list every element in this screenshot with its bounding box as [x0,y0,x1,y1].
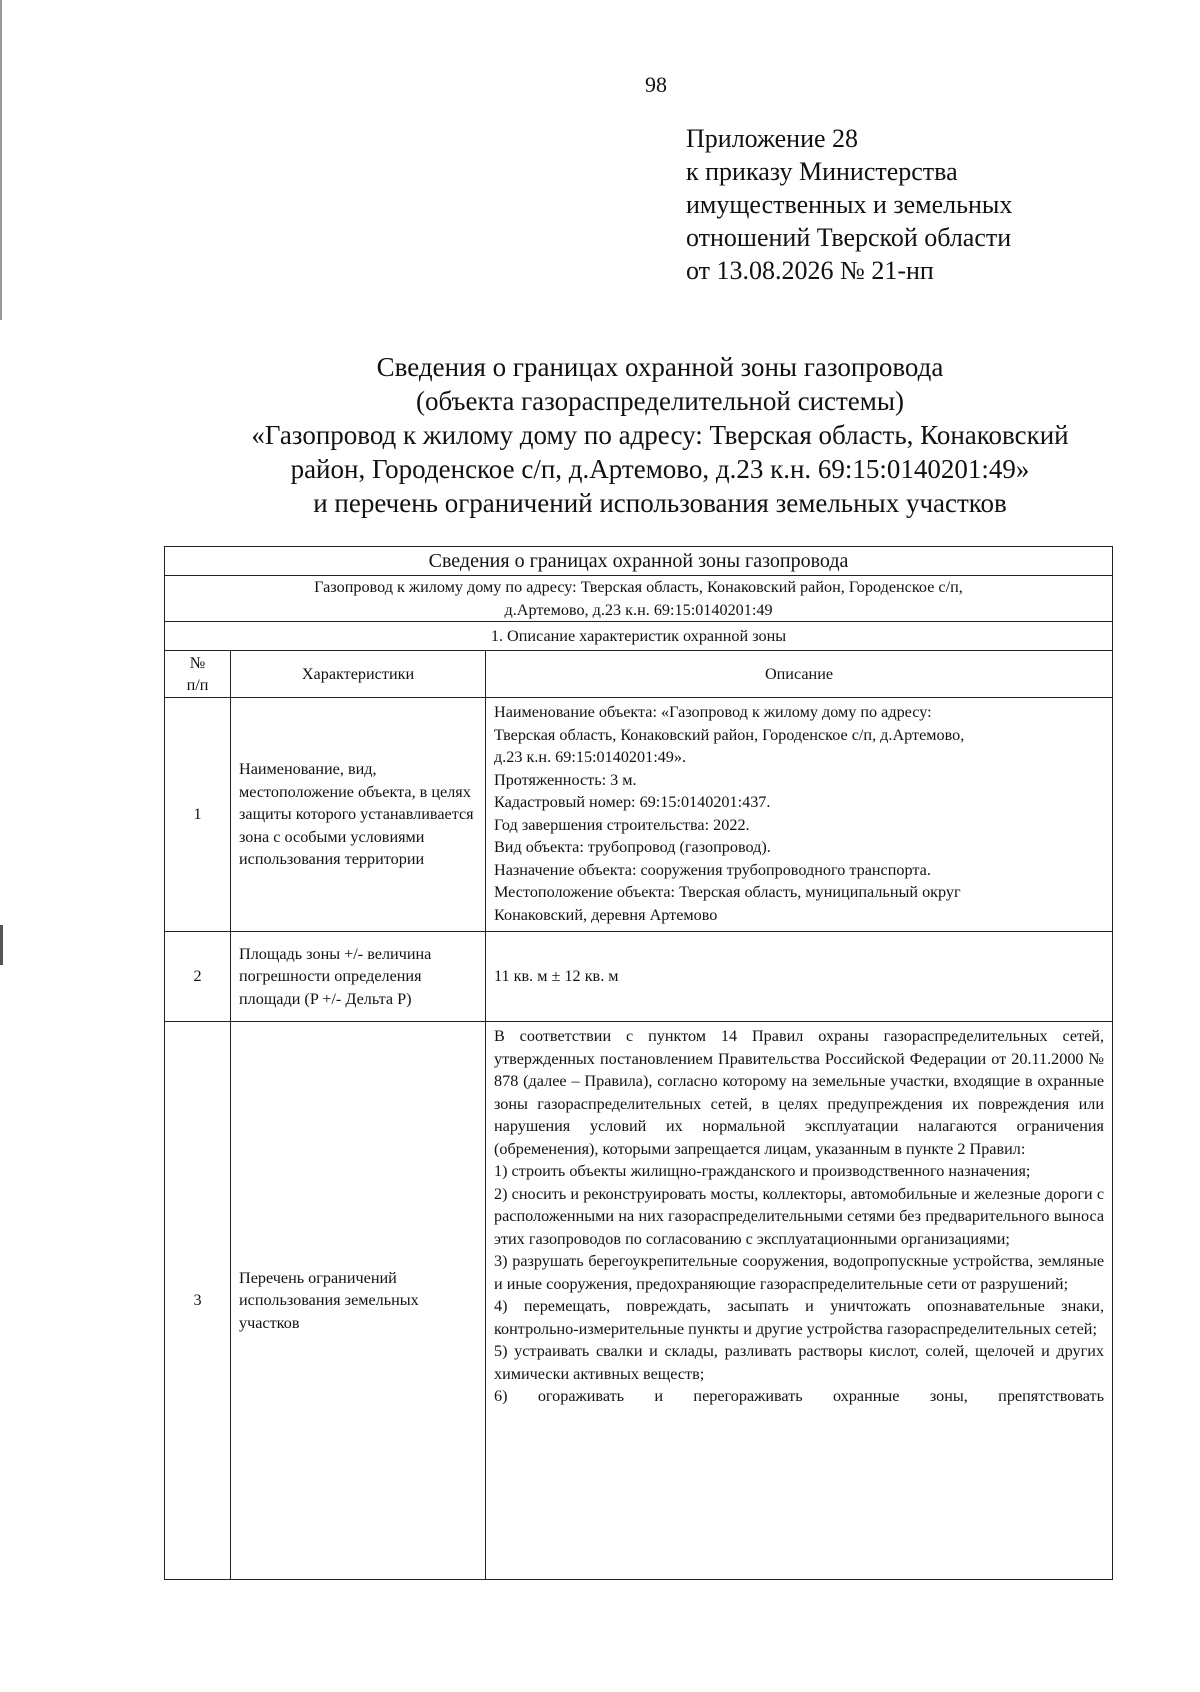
restriction-item: 3) разрушать берегоукрепительные сооружения, водопропускные устройства, земляные и иные сооружения, предохраняющие газораспределительные сети от разрушений; [494,1252,1105,1293]
description-line: Вид объекта: трубопровод (газопровод). [494,838,771,856]
section-heading: 1. Описание характеристик охранной зоны [165,622,1113,651]
restriction-item: 4) перемещать, повреждать, засыпать и уничтожать опознавательные знаки, контрольно-измерительные пункты и другие устройства газораспределительных сетей; [494,1297,1105,1338]
restriction-item: 2) сносить и реконструировать мосты, коллекторы, автомобильные и железные дороги с расположенными на них газораспределительными сетями без предварительного выноса этих газопроводов по согласованию с эксплуатационными организациями; [494,1184,1105,1248]
title-line: и перечень ограничений использования земельных участков [313,488,1007,518]
column-header-number-line: № [189,653,206,672]
restrictions-intro: В соответствии с пунктом 14 Правил охраны газораспределительных сетей, утвержденных постановлением Правительства Российской Федерации от 20.11.2000 № 878 (далее – Правила), согласно которому на земельные участки, входящие в охранные зоны газораспределительных сетей, в целях предупреждения их повреждения или нарушения условий их нормальной эксплуатации налагаются ограничения (обременения), которыми запрещается лицам, указанным в пункте 2 Правил: [494,1027,1105,1158]
column-header-description: Описание [486,651,1113,698]
column-header-number-line: п/п [186,676,209,694]
scan-edge-shadow [0,0,2,320]
description-line: Назначение объекта: сооружения трубопроводного транспорта. [494,860,931,879]
appendix-line: к приказу Министерства [686,157,958,186]
column-header-characteristics: Характеристики [231,651,486,698]
protection-zone-table [164,546,1113,1580]
description-line: Год завершения строительства: 2022. [494,815,750,834]
appendix-block [686,122,1012,287]
object-header-line: Газопровод к жилому дому по адресу: Тверская область, Конаковский район, Городенское с/п, [314,578,963,596]
title-line: Сведения о границах охранной зоны газопровода [376,352,944,382]
page-number: 98 [645,72,667,97]
description-line: Конаковский, деревня Артемово [494,905,718,924]
table-row [165,698,1113,932]
restriction-item: 6) огораживать и перегораживать охранные зоны, препятствовать [494,1387,1105,1405]
table-row [165,932,1113,1022]
table-object-header [165,576,1113,622]
row-description [486,698,1113,932]
row-number: 1 [165,698,231,932]
row-characteristic: Перечень ограничений использования земельных участков [231,1022,486,1580]
object-header-line: д.Артемово, д.23 к.н. 69:15:0140201:49 [504,600,773,619]
row-description: 11 кв. м ± 12 кв. м [486,932,1113,1022]
appendix-line: от 13.08.2026 № 21-нп [686,256,934,285]
title-line: «Газопровод к жилому дому по адресу: Тверская область, Конаковский [251,420,1069,450]
description-line: Протяженность: 3 м. [494,770,637,789]
row-characteristic: Площадь зоны +/- величина погрешности определения площади (P +/- Дельта P) [231,932,486,1022]
row-number: 3 [165,1022,231,1580]
description-line: Тверская область, Конаковский район, Городенское с/п, д.Артемово, [494,725,965,744]
description-line: Наименование объекта: «Газопровод к жилому дому по адресу: [494,703,932,721]
title-line: (объекта газораспределительной системы) [415,386,905,416]
appendix-line: Приложение 28 [686,124,859,153]
appendix-line: отношений Тверской области [686,223,1012,252]
row-description [486,1022,1113,1580]
title-line: район, Городенское с/п, д.Артемово, д.23 к.н. 69:15:0140201:49» [290,454,1030,484]
scan-mark [0,925,3,965]
row-number: 2 [165,932,231,1022]
description-line: Местоположение объекта: Тверская область, муниципальный округ [494,883,961,901]
restriction-item: 1) строить объекты жилищно-гражданского и производственного назначения; [494,1162,1031,1180]
table-main-header: Сведения о границах охранной зоны газопровода [165,547,1113,576]
document-title [160,350,1160,520]
description-line: д.23 к.н. 69:15:0140201:49». [494,748,687,766]
column-header-number [165,651,231,698]
appendix-line: имущественных и земельных [686,190,1013,219]
row-characteristic: Наименование, вид, местоположение объекта, в целях защиты которого устанавливается зона с особыми условиями использования территории [231,698,486,932]
description-line: Кадастровый номер: 69:15:0140201:437. [494,793,771,811]
restriction-item: 5) устраивать свалки и склады, разливать растворы кислот, солей, щелочей и других химически активных веществ; [494,1342,1105,1383]
table-row [165,1022,1113,1580]
